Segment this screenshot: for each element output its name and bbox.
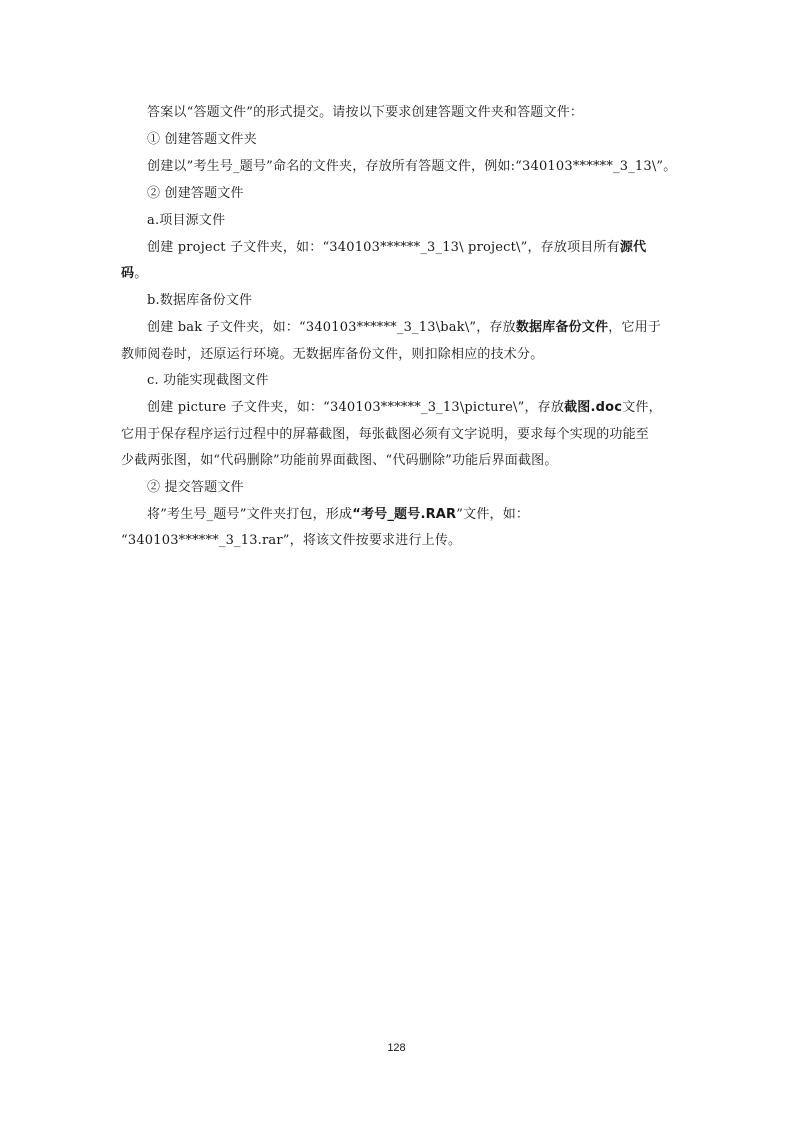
intro-paragraph: 答案以“答题文件”的形式提交。请按以下要求创建答题文件夹和答题文件： xyxy=(147,105,584,120)
section-3-body-text: 将”考生号_题号”文件夹打包，形成 xyxy=(147,507,353,522)
section-1-heading: ① 创建答题文件夹 xyxy=(147,132,257,147)
subsection-c-body-line-1 xyxy=(147,399,662,417)
section-2-heading: ② 创建答题文件 xyxy=(147,186,244,201)
section-3-body-line-1 xyxy=(147,506,529,524)
subsection-a-body-text: 创建 project 子文件夹，如：“340103******_3_13\ project\”，存放项目所有 xyxy=(147,240,620,255)
subsection-b-body-text-2: ，它用于 xyxy=(608,320,662,335)
subsection-c-body-text: 创建 picture 子文件夹，如：“340103******_3_13\picture\”，存放 xyxy=(147,400,565,415)
subsection-c-heading: c. 功能实现截图文件 xyxy=(147,373,269,388)
source-code-emphasis: 源代 xyxy=(619,240,647,255)
screenshot-doc-emphasis: 截图.doc xyxy=(564,400,623,415)
section-3-body-line-2: “340103******_3_13.rar”，将该文件按要求进行上传。 xyxy=(121,533,462,548)
subsection-a-body-end: 。 xyxy=(134,266,148,281)
subsection-a-heading: a.项目源文件 xyxy=(147,213,226,228)
section-1-body: 创建以”考生号_题号”命名的文件夹，存放所有答题文件，例如:“340103******_3_13\”。 xyxy=(147,159,677,174)
subsection-b-body-line-2: 教师阅卷时，还原运行环境。无数据库备份文件，则扣除相应的技术分。 xyxy=(121,347,544,362)
subsection-b-body-line-1 xyxy=(147,319,661,337)
source-code-emphasis-continued: 码 xyxy=(121,266,135,281)
subsection-a-body-line-2 xyxy=(121,265,147,283)
page-number: 128 xyxy=(387,1042,406,1054)
section-3-body-text-2: ”文件，如： xyxy=(456,507,530,522)
subsection-c-body-line-3: 少截两张图，如“代码删除”功能前界面截图、“代码删除”功能后界面截图。 xyxy=(121,453,558,468)
section-3-heading: ② 提交答题文件 xyxy=(147,480,244,495)
subsection-a-body-line-1 xyxy=(147,239,646,257)
subsection-b-body-text: 创建 bak 子文件夹，如：“340103******_3_13\bak\”，存放 xyxy=(147,320,516,335)
subsection-c-body-line-2: 它用于保存程序运行过程中的屏幕截图，每张截图必须有文字说明，要求每个实现的功能至 xyxy=(121,427,650,442)
subsection-c-body-text-2: 文件， xyxy=(622,400,662,415)
rar-filename-emphasis: “考号_题号.RAR xyxy=(352,507,457,522)
database-backup-emphasis: 数据库备份文件 xyxy=(515,320,609,335)
subsection-b-heading: b.数据库备份文件 xyxy=(147,293,253,308)
